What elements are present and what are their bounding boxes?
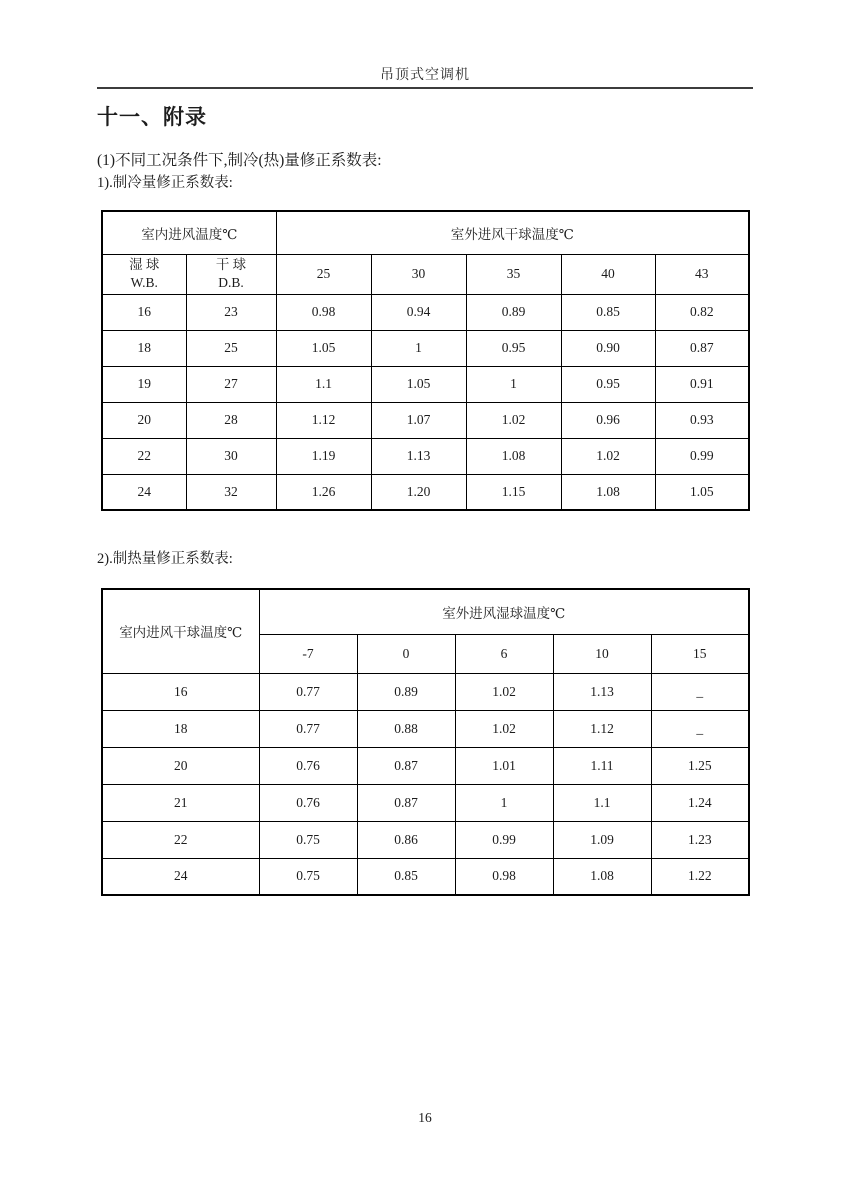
table1-group-header-row [102, 211, 749, 254]
cooling-table-row-cell: 20 [102, 402, 186, 438]
heating-table-row-cell: 1.13 [553, 673, 651, 710]
table1-temp-col: 35 [466, 254, 561, 294]
heating-table-row-cell: 1.24 [651, 784, 749, 821]
cooling-table-row-cell: 1.19 [276, 438, 371, 474]
cooling-table-row-cell: 0.82 [655, 294, 749, 330]
cooling-table-row-cell: 25 [186, 330, 276, 366]
cooling-table-row-cell: 16 [102, 294, 186, 330]
heating-table-row-cell: 1.01 [455, 747, 553, 784]
heating-table-row-cell: 18 [102, 710, 259, 747]
heating-table-row-cell: _ [651, 710, 749, 747]
cooling-table-row-cell: 19 [102, 366, 186, 402]
table2-group-header-row [102, 589, 749, 634]
drybulb-abbr: D.B. [218, 275, 244, 290]
heating-table-row-cell: 0.86 [357, 821, 455, 858]
section-title: 十一、附录 [97, 105, 207, 129]
page-number: 16 [418, 1110, 432, 1125]
cooling-table-row [102, 474, 749, 510]
cooling-table-row-cell: 1.02 [466, 402, 561, 438]
cooling-table-row-cell: 30 [186, 438, 276, 474]
table2-temp-col: 10 [553, 634, 651, 673]
heating-table-row-cell: 0.98 [455, 858, 553, 895]
cooling-correction-table [101, 210, 750, 511]
heating-table-row-cell: _ [651, 673, 749, 710]
heating-table-row-cell: 20 [102, 747, 259, 784]
cooling-table-row-cell: 1.05 [371, 366, 466, 402]
heating-table-row-cell: 0.75 [259, 858, 357, 895]
cooling-table-row-cell: 32 [186, 474, 276, 510]
cooling-table-row-cell: 0.91 [655, 366, 749, 402]
table1-temp-col: 25 [276, 254, 371, 294]
table1-wetbulb-header [102, 254, 186, 294]
cooling-table-row-cell: 0.93 [655, 402, 749, 438]
heating-table-row-cell: 1.22 [651, 858, 749, 895]
cooling-table-caption: 1).制冷量修正系数表: [97, 175, 233, 191]
table2-outdoor-header: 室外进风湿球温度℃ [259, 589, 749, 634]
cooling-table-row-cell: 1.05 [276, 330, 371, 366]
heating-table-row-cell: 0.76 [259, 747, 357, 784]
cooling-table-row-cell: 1.08 [561, 474, 655, 510]
table1-drybulb-header [186, 254, 276, 294]
heating-table-row-cell: 1.25 [651, 747, 749, 784]
table1-indoor-header: 室内进风温度℃ [102, 211, 276, 254]
cooling-table-row-cell: 0.85 [561, 294, 655, 330]
page-header-title: 吊顶式空调机 [380, 68, 470, 83]
cooling-table-row [102, 366, 749, 402]
heating-table-row-cell: 1.23 [651, 821, 749, 858]
heating-table-caption: 2).制热量修正系数表: [97, 551, 233, 567]
cooling-table-row-cell: 1.13 [371, 438, 466, 474]
heating-table-row-cell: 0.88 [357, 710, 455, 747]
heating-table-row-cell: 24 [102, 858, 259, 895]
cooling-table-row-cell: 0.98 [276, 294, 371, 330]
cooling-table-row-cell: 18 [102, 330, 186, 366]
cooling-table-row-cell: 1.12 [276, 402, 371, 438]
cooling-table-row [102, 330, 749, 366]
heating-table-row-cell: 0.77 [259, 673, 357, 710]
heating-table-row-cell: 21 [102, 784, 259, 821]
heating-correction-table [101, 588, 750, 896]
wetbulb-abbr: W.B. [130, 275, 158, 290]
heating-table-row-cell: 0.99 [455, 821, 553, 858]
table2-indoor-header: 室内进风干球温度℃ [102, 589, 259, 673]
cooling-table-row-cell: 0.95 [466, 330, 561, 366]
heating-table-row-cell: 1.09 [553, 821, 651, 858]
cooling-table-row-cell: 1.26 [276, 474, 371, 510]
heating-table-row [102, 784, 749, 821]
heating-table-row-cell: 1 [455, 784, 553, 821]
cooling-table-row-cell: 1.02 [561, 438, 655, 474]
table1-outdoor-header: 室外进风干球温度℃ [276, 211, 749, 254]
cooling-table-row-cell: 1 [466, 366, 561, 402]
cooling-table-row-cell: 1.07 [371, 402, 466, 438]
cooling-table-row-cell: 24 [102, 474, 186, 510]
heating-table-row [102, 821, 749, 858]
heating-table-row [102, 747, 749, 784]
heating-table-row-cell: 0.77 [259, 710, 357, 747]
drybulb-label: 干 球 [215, 257, 247, 273]
heating-table-row-cell: 0.75 [259, 821, 357, 858]
cooling-table-row-cell: 1 [371, 330, 466, 366]
heating-table-row-cell: 1.12 [553, 710, 651, 747]
heating-table-row-cell: 1.08 [553, 858, 651, 895]
cooling-table-row [102, 438, 749, 474]
cooling-table-row-cell: 22 [102, 438, 186, 474]
heating-table-row-cell: 22 [102, 821, 259, 858]
heating-table-row [102, 673, 749, 710]
cooling-table-row-cell: 0.89 [466, 294, 561, 330]
cooling-table-row-cell: 1.20 [371, 474, 466, 510]
cooling-table-row-cell: 27 [186, 366, 276, 402]
heating-table-row-cell: 1.11 [553, 747, 651, 784]
heating-table-row-cell: 0.89 [357, 673, 455, 710]
heating-table-row-cell: 1.02 [455, 710, 553, 747]
wetbulb-label: 湿 球 [129, 257, 160, 273]
intro-text: (1)不同工况条件下,制冷(热)量修正系数表: [97, 152, 382, 169]
table2-temp-col: 0 [357, 634, 455, 673]
heating-table-row-cell: 0.85 [357, 858, 455, 895]
cooling-table-row-cell: 1.08 [466, 438, 561, 474]
cooling-table-row-cell: 0.96 [561, 402, 655, 438]
cooling-table-row-cell: 0.94 [371, 294, 466, 330]
table2-temp-col: 15 [651, 634, 749, 673]
table1-temp-col: 30 [371, 254, 466, 294]
header-rule [97, 87, 753, 89]
cooling-table-row-cell: 28 [186, 402, 276, 438]
heating-table-row-cell: 16 [102, 673, 259, 710]
cooling-table-row-cell: 0.95 [561, 366, 655, 402]
table2-temp-col: -7 [259, 634, 357, 673]
heating-table-row-cell: 0.87 [357, 747, 455, 784]
cooling-table-row-cell: 0.90 [561, 330, 655, 366]
cooling-table-row [102, 402, 749, 438]
cooling-table-row-cell: 0.99 [655, 438, 749, 474]
cooling-table-row-cell: 1.05 [655, 474, 749, 510]
cooling-table-row-cell: 1.15 [466, 474, 561, 510]
table1-temp-col: 43 [655, 254, 749, 294]
cooling-table-row-cell: 0.87 [655, 330, 749, 366]
table2-temp-col: 6 [455, 634, 553, 673]
heating-table-row-cell: 1.1 [553, 784, 651, 821]
heating-table-row-cell: 1.02 [455, 673, 553, 710]
table1-temp-col: 40 [561, 254, 655, 294]
heating-table-row-cell: 0.87 [357, 784, 455, 821]
table1-subheader-row [102, 254, 749, 294]
cooling-table-row [102, 294, 749, 330]
cooling-table-row-cell: 1.1 [276, 366, 371, 402]
heating-table-row [102, 710, 749, 747]
cooling-table-row-cell: 23 [186, 294, 276, 330]
heating-table-row [102, 858, 749, 895]
heating-table-row-cell: 0.76 [259, 784, 357, 821]
